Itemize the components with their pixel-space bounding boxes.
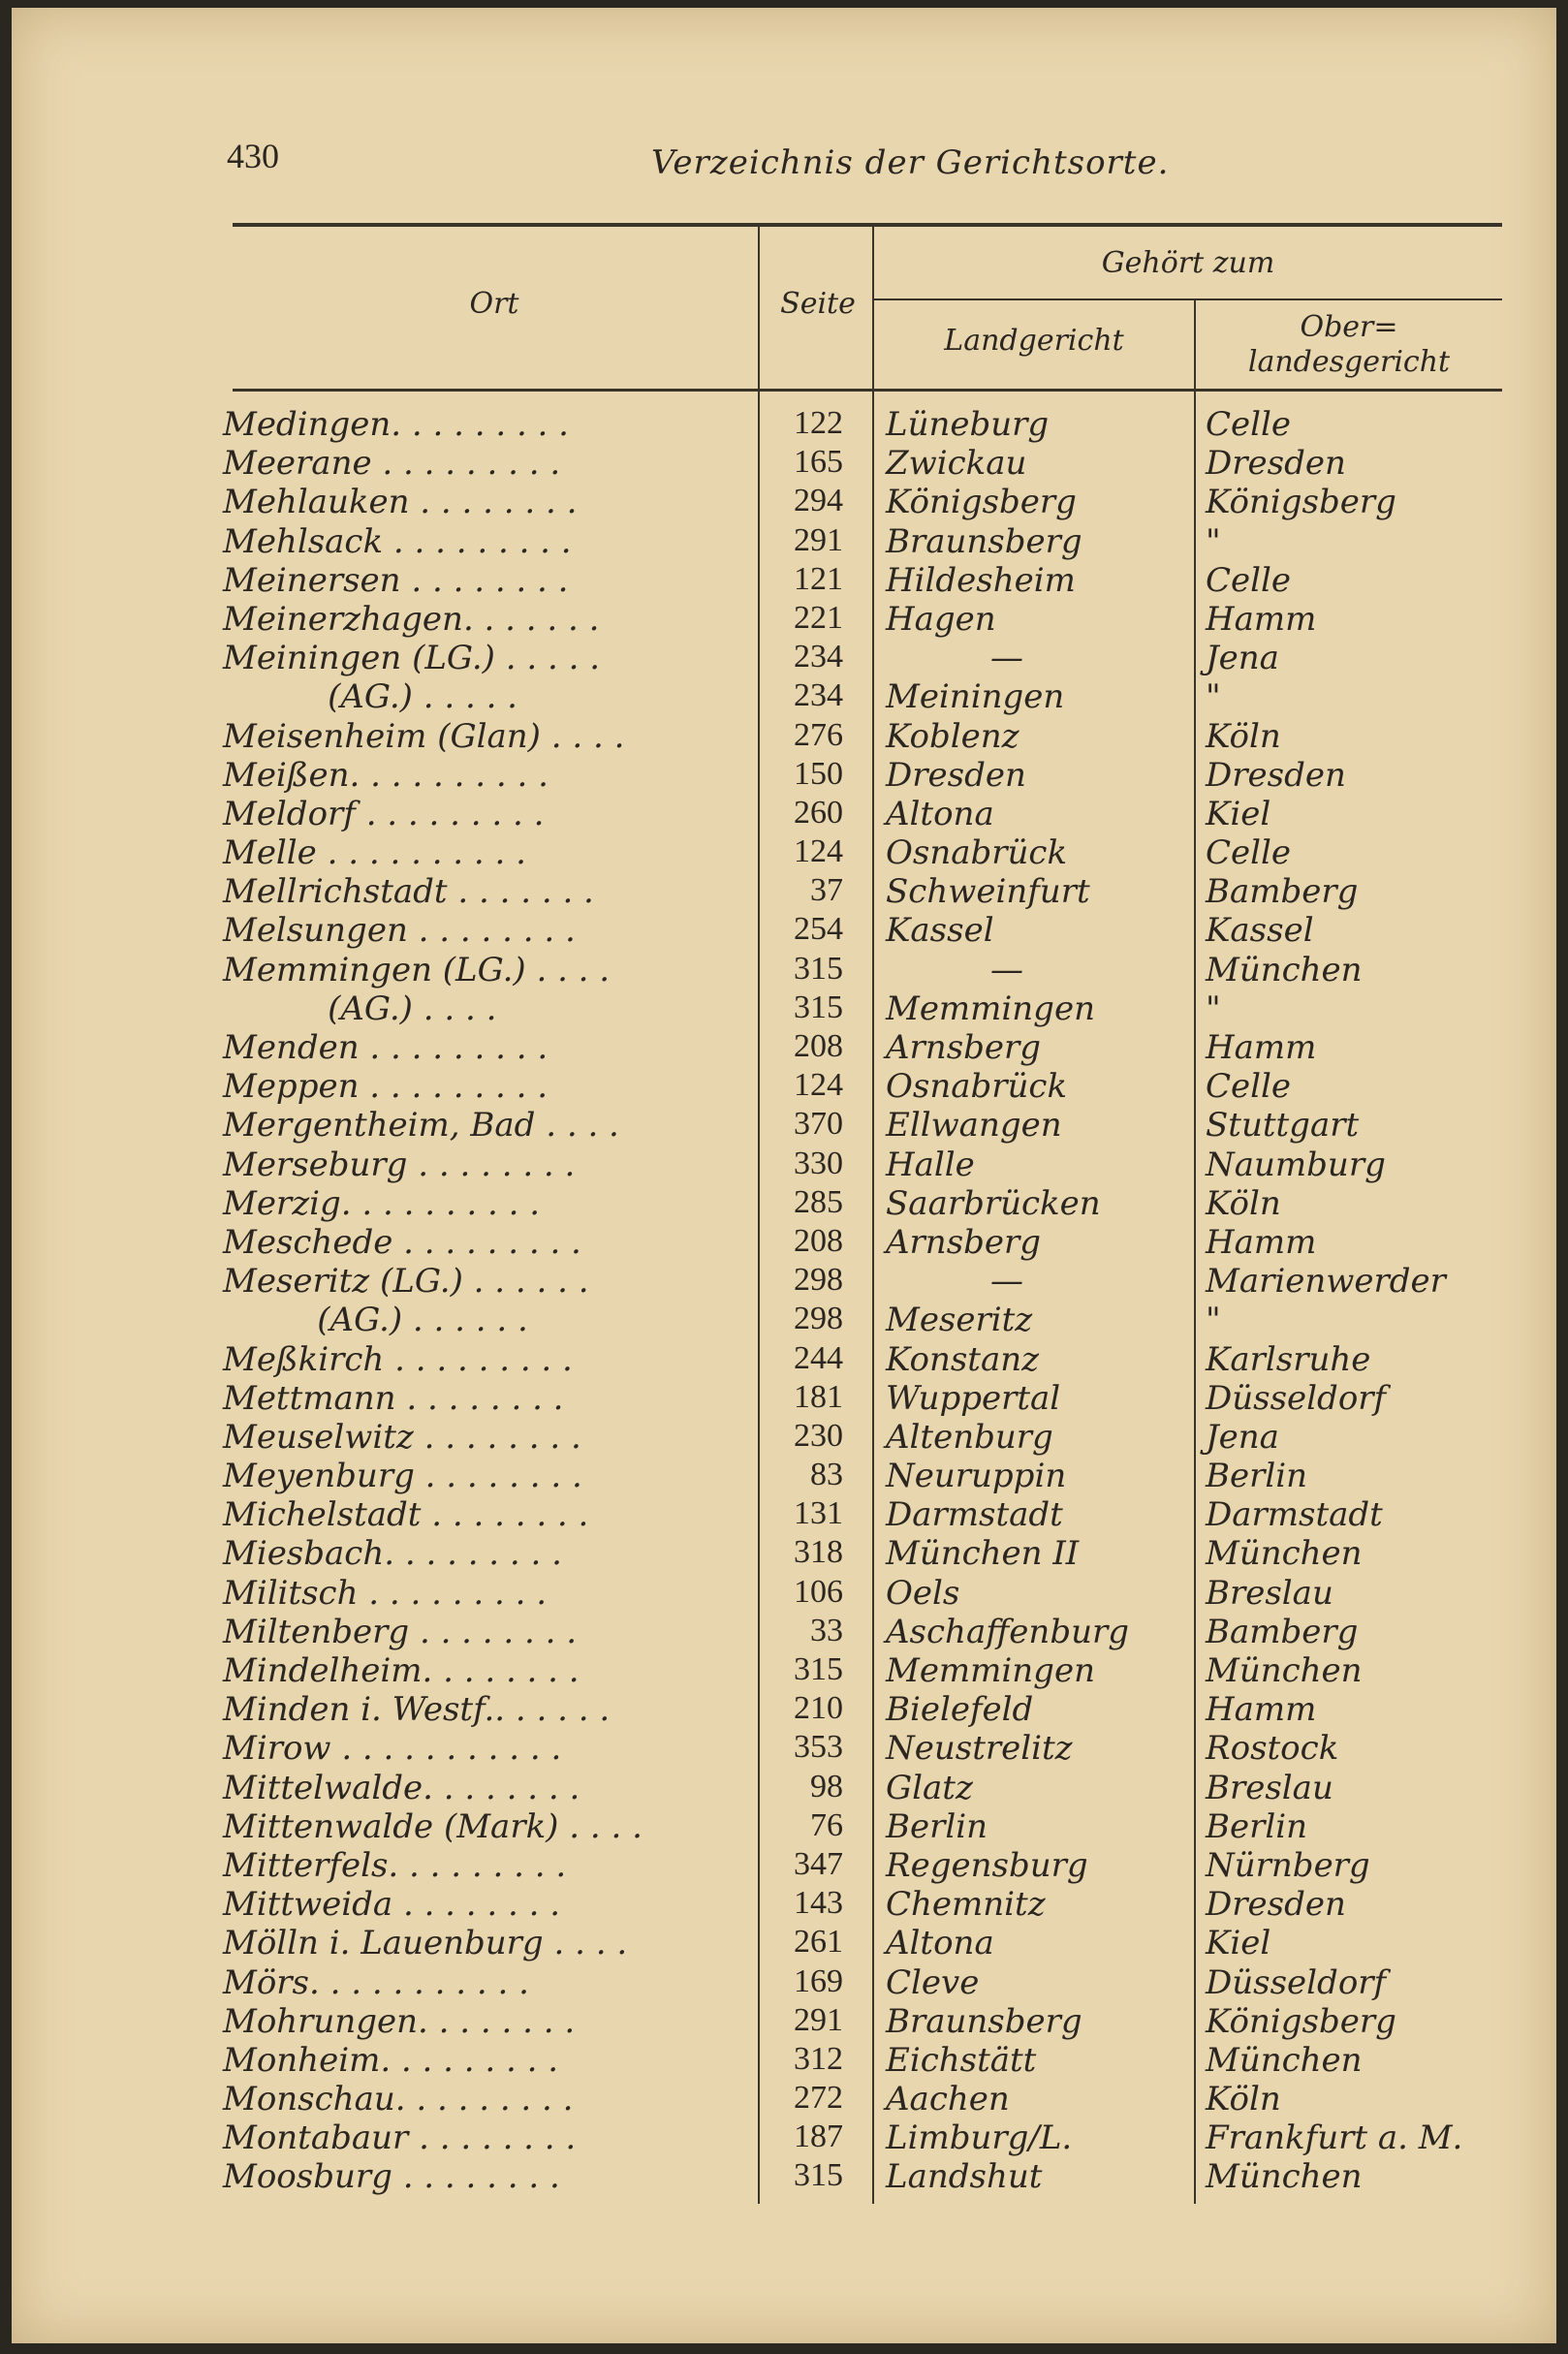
table-row [12, 872, 1556, 911]
cell-ort: Meiningen (LG.) . . . . . [223, 639, 601, 678]
cell-oberlandesgericht: München [1206, 2157, 1363, 2197]
cell-oberlandesgericht: Nürnberg [1206, 1845, 1370, 1885]
table-row [12, 1067, 1556, 1106]
cell-landgericht: Osnabrück [886, 833, 1068, 873]
cell-ort: Melle . . . . . . . . . . [223, 833, 526, 873]
cell-seite: 83 [810, 1457, 843, 1493]
cell-ort: Miesbach. . . . . . . . . [223, 1534, 562, 1574]
cell-landgericht: Saarbrücken [886, 1183, 1101, 1223]
cell-landgericht: Wuppertal [886, 1378, 1061, 1418]
header-gehoert-zum: Gehört zum [1101, 246, 1275, 280]
table-row [12, 1223, 1556, 1262]
table-row [12, 833, 1556, 872]
cell-oberlandesgericht: Rostock [1206, 1729, 1339, 1769]
cell-landgericht: Schweinfurt [886, 872, 1090, 912]
cell-landgericht: Dresden [886, 755, 1026, 795]
header-oberlandesgericht [1196, 310, 1502, 380]
table-row [12, 1534, 1556, 1573]
cell-ort: Minden i. Westf.. . . . . . [223, 1690, 611, 1730]
table-row [12, 1729, 1556, 1768]
table-row [12, 1807, 1556, 1846]
cell-landgericht: Neustrelitz [886, 1729, 1073, 1769]
cell-oberlandesgericht: Köln [1206, 2080, 1281, 2119]
cell-ort: Mirow . . . . . . . . . . . [223, 1729, 562, 1769]
cell-landgericht: Zwickau [886, 444, 1027, 484]
cell-landgericht: Osnabrück [886, 1067, 1068, 1107]
cell-seite: 353 [794, 1729, 843, 1766]
table-row [12, 1690, 1556, 1729]
cell-seite: 234 [794, 677, 843, 714]
table-row [12, 2041, 1556, 2080]
cell-seite: 315 [794, 989, 843, 1025]
cell-ort: Meschede . . . . . . . . . [223, 1222, 581, 1262]
cell-seite: 122 [794, 405, 843, 441]
cell-seite: 261 [794, 1924, 843, 1961]
cell-seite: 210 [794, 1690, 843, 1727]
cell-landgericht: Regensburg [886, 1845, 1088, 1885]
cell-seite: 315 [794, 950, 843, 987]
cell-oberlandesgericht: Hamm [1206, 1222, 1317, 1262]
cell-seite: 298 [794, 1301, 843, 1337]
table-row [12, 1418, 1556, 1457]
cell-landgericht: — [990, 950, 1023, 989]
cell-oberlandesgericht: Düsseldorf [1206, 1962, 1387, 2002]
cell-oberlandesgericht: Naumburg [1206, 1145, 1386, 1184]
cell-oberlandesgericht: Frankfurt a. M. [1206, 2119, 1463, 2158]
cell-landgericht: Braunsberg [886, 521, 1082, 561]
cell-landgericht: Altona [886, 1924, 994, 1963]
cell-landgericht: Aschaffenburg [886, 1612, 1129, 1651]
table-row [12, 756, 1556, 795]
cell-seite: 244 [794, 1339, 843, 1376]
table-row [12, 2002, 1556, 2041]
cell-ort: Meseritz (LG.) . . . . . . [223, 1262, 589, 1302]
cell-ort: Militsch . . . . . . . . . [223, 1573, 548, 1613]
table-row [12, 677, 1556, 716]
table-body [12, 405, 1556, 2197]
table-row [12, 600, 1556, 639]
table-row [12, 951, 1556, 989]
cell-seite: 121 [794, 560, 843, 597]
cell-landgericht: Braunsberg [886, 2001, 1082, 2041]
cell-landgericht: Königsberg [886, 483, 1077, 522]
cell-ort: Miltenberg . . . . . . . . [223, 1612, 578, 1651]
cell-landgericht: Landshut [886, 2157, 1043, 2197]
cell-ort: Meuselwitz . . . . . . . . [223, 1417, 581, 1457]
page-number: 430 [227, 137, 279, 175]
cell-ort: Mohrungen. . . . . . . . [223, 2001, 576, 2041]
table-row [12, 1457, 1556, 1495]
cell-oberlandesgericht: Celle [1206, 560, 1292, 600]
table-row [12, 639, 1556, 677]
header-olg-line2: landesgericht [1247, 345, 1451, 379]
cell-ort: Meppen . . . . . . . . . [223, 1067, 549, 1107]
cell-oberlandesgericht: München [1206, 1534, 1363, 1574]
cell-oberlandesgericht: Darmstadt [1206, 1495, 1383, 1535]
table-row [12, 795, 1556, 833]
cell-landgericht: Memmingen [886, 1651, 1095, 1690]
cell-ort: Meinerzhagen. . . . . . . [223, 599, 600, 639]
cell-oberlandesgericht: Kiel [1206, 1924, 1271, 1963]
cell-oberlandesgericht: München [1206, 950, 1363, 989]
cell-landgericht: Oels [886, 1573, 960, 1613]
cell-ort: Meyenburg . . . . . . . . [223, 1457, 582, 1496]
cell-seite: 276 [794, 716, 843, 753]
cell-seite: 318 [794, 1534, 843, 1571]
header-ort: Ort [469, 287, 519, 321]
cell-seite: 208 [794, 1028, 843, 1064]
cell-oberlandesgericht: Jena [1206, 1417, 1279, 1457]
cell-oberlandesgericht: Köln [1206, 1183, 1281, 1223]
cell-seite: 285 [794, 1183, 843, 1220]
cell-seite: 124 [794, 833, 843, 870]
cell-seite: 254 [794, 911, 843, 948]
cell-oberlandesgericht: Königsberg [1206, 483, 1396, 522]
table-row [12, 444, 1556, 483]
cell-ort: Memmingen (LG.) . . . . [223, 950, 611, 989]
cell-seite: 165 [794, 444, 843, 481]
cell-seite: 33 [810, 1612, 843, 1648]
cell-landgericht: Chemnitz [886, 1885, 1046, 1925]
table-row [12, 1846, 1556, 1885]
cell-oberlandesgericht: Hamm [1206, 1028, 1317, 1067]
cell-landgericht: Ellwangen [886, 1106, 1062, 1146]
table-row [12, 483, 1556, 521]
cell-oberlandesgericht: Bamberg [1206, 1612, 1359, 1651]
table-row [12, 405, 1556, 444]
table-row [12, 717, 1556, 756]
cell-oberlandesgericht: Köln [1206, 716, 1281, 756]
cell-seite: 312 [794, 2040, 843, 2077]
cell-seite: 169 [794, 1962, 843, 1999]
cell-seite: 106 [794, 1573, 843, 1610]
table-row [12, 1963, 1556, 2002]
cell-oberlandesgericht: Stuttgart [1206, 1106, 1360, 1146]
cell-landgericht: Halle [886, 1145, 975, 1184]
cell-ort: Meldorf . . . . . . . . . [223, 794, 545, 833]
cell-ort: Meißen. . . . . . . . . . [223, 755, 549, 795]
cell-landgericht: Meiningen [886, 677, 1065, 717]
cell-landgericht: — [990, 1262, 1023, 1302]
cell-seite: 221 [794, 599, 843, 636]
cell-seite: 37 [810, 872, 843, 909]
cell-oberlandesgericht: Marienwerder [1206, 1262, 1446, 1302]
cell-ort: Mörs. . . . . . . . . . . [223, 1962, 529, 2002]
cell-seite: 150 [794, 755, 843, 792]
table-row [12, 1613, 1556, 1651]
cell-landgericht: Arnsberg [886, 1222, 1042, 1262]
cell-oberlandesgericht: Celle [1206, 1067, 1292, 1107]
cell-oberlandesgericht: Hamm [1206, 1690, 1317, 1730]
cell-oberlandesgericht: München [1206, 2040, 1363, 2080]
cell-seite: 272 [794, 2080, 843, 2117]
table-row [12, 1924, 1556, 1962]
cell-seite: 143 [794, 1885, 843, 1922]
cell-oberlandesgericht: Kiel [1206, 794, 1271, 833]
table-header-rule [233, 389, 1502, 392]
table-row [12, 1574, 1556, 1613]
cell-ort: Meisenheim (Glan) . . . . [223, 716, 625, 756]
table-row [12, 1184, 1556, 1223]
cell-ort: Moosburg . . . . . . . . [223, 2157, 560, 2197]
cell-seite: 208 [794, 1222, 843, 1259]
cell-oberlandesgericht: Celle [1206, 405, 1292, 444]
cell-ort: Mindelheim. . . . . . . . [223, 1651, 580, 1690]
cell-landgericht: Bielefeld [886, 1690, 1034, 1730]
cell-oberlandesgericht: Bamberg [1206, 872, 1359, 912]
cell-seite: 291 [794, 521, 843, 558]
cell-ort: Mehlauken . . . . . . . . [223, 483, 578, 522]
table-row [12, 1262, 1556, 1301]
cell-ort: Medingen. . . . . . . . . [223, 405, 569, 444]
cell-landgericht: Limburg/L. [886, 2119, 1073, 2158]
cell-seite: 124 [794, 1067, 843, 1104]
table-row [12, 1495, 1556, 1534]
cell-oberlandesgericht: Kassel [1206, 911, 1314, 951]
cell-seite: 234 [794, 639, 843, 675]
table-row [12, 561, 1556, 600]
cell-oberlandesgericht: Berlin [1206, 1457, 1308, 1496]
cell-seite: 330 [794, 1145, 843, 1181]
cell-landgericht: Hagen [886, 599, 996, 639]
cell-oberlandesgericht: Karlsruhe [1206, 1339, 1371, 1379]
cell-ort: Monschau. . . . . . . . . [223, 2080, 574, 2119]
cell-oberlandesgericht: " [1206, 989, 1221, 1028]
cell-seite: 347 [794, 1845, 843, 1882]
cell-ort: Mölln i. Lauenburg . . . . [223, 1924, 628, 1963]
cell-landgericht: Konstanz [886, 1339, 1040, 1379]
cell-oberlandesgericht: Berlin [1206, 1806, 1308, 1846]
cell-oberlandesgericht: " [1206, 677, 1221, 717]
cell-seite: 315 [794, 2157, 843, 2194]
cell-oberlandesgericht: Hamm [1206, 599, 1317, 639]
cell-ort: Mehlsack . . . . . . . . . [223, 521, 572, 561]
header-group-rule [874, 298, 1502, 300]
cell-seite: 76 [810, 1806, 843, 1843]
cell-ort: Meerane . . . . . . . . . [223, 444, 561, 484]
table-top-rule [233, 223, 1502, 227]
cell-oberlandesgericht: " [1206, 1301, 1221, 1340]
cell-ort: (AG.) . . . . . [223, 677, 517, 717]
cell-landgericht: Koblenz [886, 716, 1019, 756]
table-row [12, 1106, 1556, 1145]
cell-seite: 294 [794, 483, 843, 519]
cell-ort: Melsungen . . . . . . . . [223, 911, 576, 951]
cell-landgericht: München II [886, 1534, 1080, 1574]
cell-landgericht: Eichstätt [886, 2040, 1037, 2080]
cell-ort: (AG.) . . . . . . [223, 1301, 528, 1340]
table-row [12, 989, 1556, 1028]
table-row [12, 2157, 1556, 2196]
cell-ort: Mitterfels. . . . . . . . . [223, 1845, 567, 1885]
table-row [12, 1651, 1556, 1690]
table-row [12, 911, 1556, 950]
cell-ort: Mettmann . . . . . . . . [223, 1378, 564, 1418]
cell-ort: Monheim. . . . . . . . . [223, 2040, 559, 2080]
header-seite: Seite [780, 287, 856, 321]
header-landgericht: Landgericht [944, 324, 1124, 358]
cell-ort: Meßkirch . . . . . . . . . [223, 1339, 573, 1379]
cell-seite: 98 [810, 1768, 843, 1805]
cell-ort: (AG.) . . . . [223, 989, 497, 1028]
cell-landgericht: Kassel [886, 911, 994, 951]
cell-seite: 181 [794, 1378, 843, 1415]
cell-seite: 291 [794, 2001, 843, 2038]
cell-seite: 315 [794, 1651, 843, 1687]
cell-landgericht: Darmstadt [886, 1495, 1063, 1535]
table-row [12, 1301, 1556, 1339]
cell-oberlandesgericht: Dresden [1206, 444, 1346, 484]
cell-landgericht: Aachen [886, 2080, 1010, 2119]
cell-landgericht: Glatz [886, 1768, 973, 1807]
cell-landgericht: Arnsberg [886, 1028, 1042, 1067]
cell-oberlandesgericht: " [1206, 521, 1221, 561]
cell-ort: Mergentheim, Bad . . . . [223, 1106, 619, 1146]
cell-ort: Michelstadt . . . . . . . . [223, 1495, 589, 1535]
cell-ort: Merseburg . . . . . . . . [223, 1145, 576, 1184]
cell-oberlandesgericht: Breslau [1206, 1768, 1333, 1807]
table-row [12, 1885, 1556, 1924]
cell-ort: Menden . . . . . . . . . [223, 1028, 549, 1067]
table-row [12, 1379, 1556, 1418]
cell-oberlandesgericht: München [1206, 1651, 1363, 1690]
header-olg-line1: Ober= [1300, 310, 1398, 344]
cell-seite: 260 [794, 794, 843, 831]
cell-landgericht: Hildesheim [886, 560, 1076, 600]
table-row [12, 1146, 1556, 1184]
cell-oberlandesgericht: Düsseldorf [1206, 1378, 1387, 1418]
cell-landgericht: Altona [886, 794, 994, 833]
cell-ort: Mittweida . . . . . . . . [223, 1885, 561, 1925]
cell-landgericht: Berlin [886, 1806, 988, 1846]
cell-oberlandesgericht: Dresden [1206, 1885, 1346, 1925]
cell-landgericht: Altenburg [886, 1417, 1053, 1457]
cell-landgericht: Meseritz [886, 1301, 1033, 1340]
cell-oberlandesgericht: Dresden [1206, 755, 1346, 795]
cell-seite: 298 [794, 1262, 843, 1299]
book-page [12, 8, 1556, 2343]
cell-oberlandesgericht: Königsberg [1206, 2001, 1396, 2041]
cell-ort: Montabaur . . . . . . . . [223, 2119, 577, 2158]
cell-ort: Mellrichstadt . . . . . . . [223, 872, 594, 912]
cell-ort: Meinersen . . . . . . . . [223, 560, 569, 600]
cell-seite: 370 [794, 1106, 843, 1143]
cell-seite: 230 [794, 1417, 843, 1454]
cell-landgericht: Memmingen [886, 989, 1095, 1028]
table-row [12, 1028, 1556, 1067]
cell-ort: Merzig. . . . . . . . . . [223, 1183, 541, 1223]
cell-landgericht: — [990, 639, 1023, 678]
cell-ort: Mittenwalde (Mark) . . . . [223, 1806, 643, 1846]
cell-oberlandesgericht: Breslau [1206, 1573, 1333, 1613]
table-row [12, 1340, 1556, 1379]
cell-landgericht: Neuruppin [886, 1457, 1067, 1496]
cell-landgericht: Lüneburg [886, 405, 1050, 444]
table-row [12, 1769, 1556, 1807]
cell-seite: 187 [794, 2119, 843, 2155]
table-row [12, 2119, 1556, 2157]
cell-landgericht: Cleve [886, 1962, 980, 2002]
page-title: Verzeichnis der Gerichtsorte. [651, 143, 1170, 182]
cell-oberlandesgericht: Jena [1206, 639, 1279, 678]
table-row [12, 522, 1556, 561]
cell-oberlandesgericht: Celle [1206, 833, 1292, 873]
cell-ort: Mittelwalde. . . . . . . . [223, 1768, 580, 1807]
cell-seite: 131 [794, 1495, 843, 1532]
table-row [12, 2080, 1556, 2119]
